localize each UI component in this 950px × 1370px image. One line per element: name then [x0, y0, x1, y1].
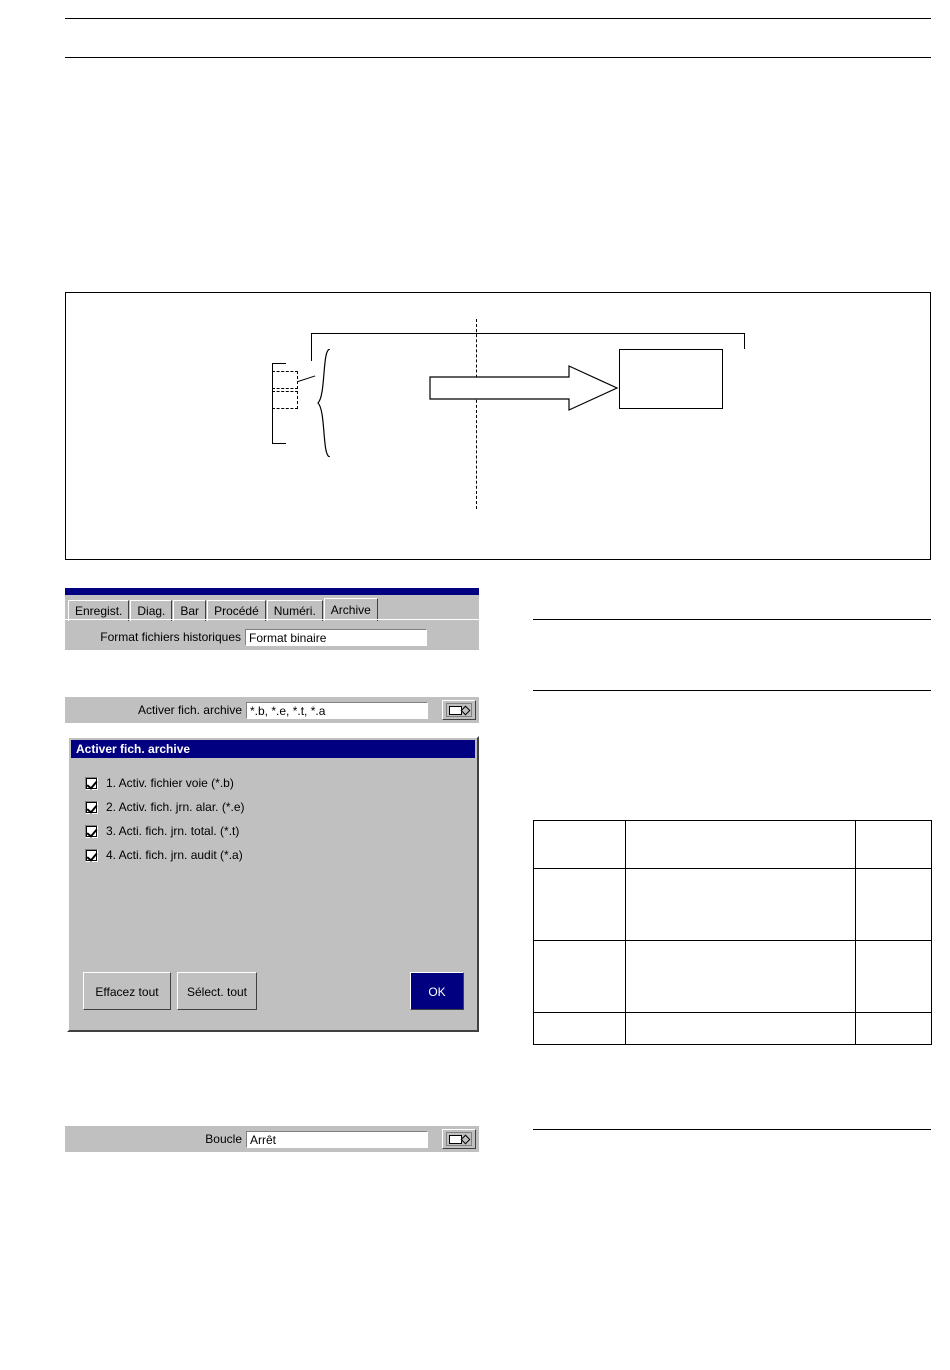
archive-field-input[interactable]: *.b, *.e, *.t, *.a	[246, 702, 428, 719]
tab-archive[interactable]: Archive	[324, 598, 378, 621]
checkbox-label: 3. Acti. fich. jrn. total. (*.t)	[106, 824, 240, 838]
picker-icon-glyph	[446, 703, 472, 717]
checkbox-row-2[interactable]	[85, 800, 245, 814]
header-rule-top	[65, 18, 931, 19]
loop-field-label: Boucle	[205, 1132, 242, 1146]
table-row	[534, 941, 932, 1013]
select-all-button[interactable]: Sélect. tout	[177, 972, 257, 1010]
tab-underline	[65, 619, 479, 620]
settings-panel	[65, 588, 479, 650]
tab-numeri[interactable]: Numéri.	[267, 600, 323, 621]
figure-line-right-drop	[744, 333, 745, 349]
figure-line-top	[311, 333, 744, 334]
figure-switch-lever	[298, 375, 315, 382]
checkbox-icon[interactable]	[85, 849, 98, 862]
figure-bracket-left	[272, 363, 273, 443]
checkbox-label: 1. Activ. fichier voie (*.b)	[106, 776, 234, 790]
figure-output-box	[619, 349, 723, 409]
format-field-label: Format fichiers historiques	[100, 630, 241, 644]
dialog-title: Activer fich. archive	[71, 740, 475, 758]
tab-diag[interactable]: Diag.	[130, 600, 172, 621]
checkbox-icon[interactable]	[85, 777, 98, 790]
table-cell	[856, 821, 932, 869]
checkbox-label: 2. Activ. fich. jrn. alar. (*.e)	[106, 800, 245, 814]
table-cell	[856, 1013, 932, 1045]
tab-strip	[68, 598, 379, 621]
checkbox-row-1[interactable]	[85, 776, 234, 790]
figure-container	[65, 292, 931, 560]
checkbox-icon[interactable]	[85, 825, 98, 838]
figure-dashed-divider	[476, 319, 477, 509]
figure-bracket-left-top	[272, 363, 286, 364]
checkbox-label: 4. Acti. fich. jrn. audit (*.a)	[106, 848, 243, 862]
picker-icon[interactable]	[442, 1129, 476, 1149]
archive-field-label: Activer fich. archive	[137, 703, 242, 717]
right-table-body	[534, 821, 932, 1045]
checkbox-icon[interactable]	[85, 801, 98, 814]
table-cell	[626, 941, 856, 1013]
tab-procede[interactable]: Procédé	[207, 600, 266, 621]
right-column-rule-2	[533, 690, 931, 691]
right-column-rule-1	[533, 619, 931, 620]
table-cell	[534, 869, 626, 941]
table-cell	[534, 941, 626, 1013]
table-cell	[856, 869, 932, 941]
tab-bar[interactable]: Bar	[173, 600, 206, 621]
loop-field-input[interactable]: Arrêt	[246, 1131, 428, 1148]
archive-field-row	[65, 697, 479, 723]
tab-enregist[interactable]: Enregist.	[68, 600, 129, 621]
table-cell	[856, 941, 932, 1013]
figure-brace-icon	[316, 349, 338, 457]
figure-line-left-drop	[311, 333, 312, 361]
header-rule-bottom	[65, 57, 931, 58]
figure-bracket-left-bottom	[272, 443, 286, 444]
loop-field-row	[65, 1126, 479, 1152]
table-cell	[534, 1013, 626, 1045]
checkbox-row-3[interactable]	[85, 824, 239, 838]
right-column-rule-3	[533, 1129, 931, 1130]
format-field-input[interactable]: Format binaire	[245, 629, 427, 646]
table-cell	[626, 1013, 856, 1045]
right-data-table	[533, 820, 932, 1045]
ok-button[interactable]: OK	[410, 972, 464, 1010]
figure-arrow-icon	[429, 365, 619, 411]
figure-contact-symbol-top	[272, 371, 298, 389]
checkbox-row-4[interactable]	[85, 848, 243, 862]
table-row	[534, 821, 932, 869]
table-cell	[534, 821, 626, 869]
archive-dialog	[67, 736, 479, 1032]
format-field-row	[65, 627, 479, 647]
panel-titlebar	[65, 588, 479, 595]
figure-contact-symbol-bottom	[272, 391, 298, 409]
picker-icon[interactable]	[442, 700, 476, 720]
table-row	[534, 1013, 932, 1045]
picker-icon-glyph	[446, 1132, 472, 1146]
clear-all-button[interactable]: Effacez tout	[83, 972, 171, 1010]
table-row	[534, 869, 932, 941]
table-cell	[626, 869, 856, 941]
table-cell	[626, 821, 856, 869]
